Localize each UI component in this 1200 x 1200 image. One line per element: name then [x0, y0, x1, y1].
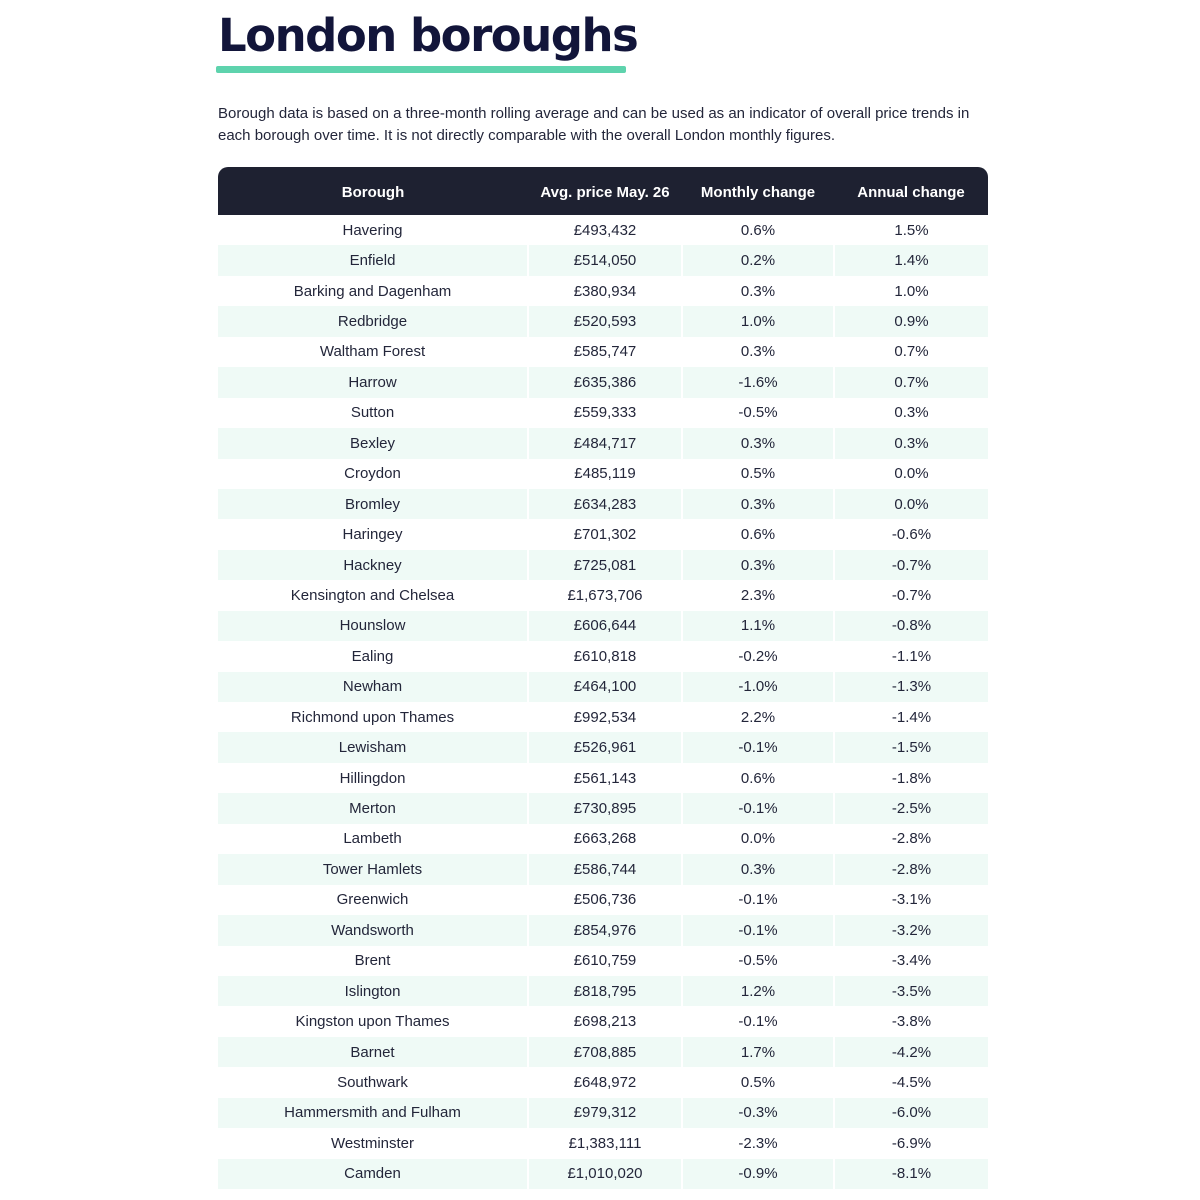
table-row — [218, 1098, 988, 1128]
cell-annual-change: 0.3% — [894, 404, 929, 422]
table-row — [218, 337, 988, 367]
table-row — [218, 245, 988, 275]
cell-borough: Croydon — [218, 459, 528, 489]
cell-avg-price: £585,747 — [528, 337, 682, 367]
table-row — [218, 732, 988, 762]
cell-monthly-change: -0.9% — [682, 1159, 834, 1189]
table-row — [218, 641, 988, 671]
table-row — [218, 824, 988, 854]
cell-monthly-change: 0.3% — [682, 276, 834, 306]
cell-borough: Merton — [218, 793, 528, 823]
cell-avg-price: £526,961 — [528, 732, 682, 762]
cell-avg-price: £992,534 — [528, 702, 682, 732]
cell-borough: Newham — [218, 672, 528, 702]
cell-annual-change: -3.2% — [834, 915, 988, 945]
cell-monthly-change: -0.2% — [682, 641, 834, 671]
cell-borough: Hackney — [218, 550, 528, 580]
table-row — [218, 276, 988, 306]
cell-annual-change: -3.4% — [891, 952, 932, 970]
cell-avg-price: £493,432 — [528, 215, 682, 245]
table-row — [218, 1037, 988, 1067]
table-row — [218, 672, 988, 702]
cell-monthly-change: 1.2% — [682, 976, 834, 1006]
page — [218, 0, 988, 1189]
cell-monthly-change: 0.6% — [682, 215, 834, 245]
cell-avg-price: £520,593 — [528, 306, 682, 336]
table-row — [218, 1006, 988, 1036]
cell-monthly-change: 0.2% — [682, 245, 834, 275]
cell-borough: Ealing — [218, 641, 528, 671]
cell-borough: Hounslow — [218, 611, 528, 641]
cell-avg-price: £484,717 — [528, 428, 682, 458]
cell-borough: Kensington and Chelsea — [218, 580, 528, 610]
cell-avg-price: £561,143 — [528, 763, 682, 793]
cell-avg-price: £1,673,706 — [528, 580, 682, 610]
table-row — [218, 306, 988, 336]
cell-monthly-change: -1.6% — [682, 367, 834, 397]
cell-monthly-change: 0.5% — [682, 1067, 834, 1097]
cell-monthly-change: 2.3% — [682, 580, 834, 610]
cell-annual-change: 0.9% — [834, 306, 988, 336]
heading-block — [218, 0, 988, 78]
cell-borough: Tower Hamlets — [218, 854, 528, 884]
table-row — [218, 519, 988, 549]
cell-monthly-change: 0.5% — [682, 459, 834, 489]
table-row — [218, 398, 988, 428]
cell-avg-price: £708,885 — [528, 1037, 682, 1067]
cell-annual-change: -0.7% — [834, 550, 988, 580]
cell-borough: Camden — [218, 1159, 528, 1189]
cell-monthly-change: -0.5% — [682, 946, 834, 976]
table-row — [218, 976, 988, 1006]
cell-annual-change: 0.7% — [894, 343, 929, 361]
cell-monthly-change: -2.3% — [682, 1128, 834, 1158]
cell-annual-change: -0.6% — [891, 526, 932, 544]
cell-avg-price: £464,100 — [528, 672, 682, 702]
cell-annual-change: -1.3% — [834, 672, 988, 702]
cell-annual-change: -2.8% — [834, 854, 988, 884]
cell-borough: Greenwich — [218, 885, 528, 915]
cell-borough: Waltham Forest — [218, 337, 528, 367]
cell-borough: Lewisham — [218, 732, 528, 762]
cell-annual-change: -4.2% — [834, 1037, 988, 1067]
header-avg-price: Avg. price May. 26 — [540, 184, 670, 201]
cell-avg-price: £730,895 — [528, 793, 682, 823]
table-row — [218, 885, 988, 915]
cell-annual-change: -1.5% — [834, 732, 988, 762]
cell-borough: Hammersmith and Fulham — [218, 1098, 528, 1128]
cell-monthly-change: 0.6% — [682, 519, 834, 549]
cell-monthly-change: 0.3% — [682, 337, 834, 367]
cell-avg-price: £610,759 — [528, 946, 682, 976]
cell-monthly-change: 1.0% — [682, 306, 834, 336]
cell-borough: Westminster — [218, 1128, 528, 1158]
cell-annual-change: -1.1% — [891, 647, 932, 665]
cell-monthly-change: -0.3% — [682, 1098, 834, 1128]
table-row — [218, 489, 988, 519]
cell-avg-price: £586,744 — [528, 854, 682, 884]
cell-monthly-change: -0.1% — [682, 1006, 834, 1036]
cell-avg-price: £663,268 — [528, 824, 682, 854]
cell-borough: Lambeth — [218, 824, 528, 854]
title-underline — [216, 66, 626, 73]
cell-avg-price: £610,818 — [528, 641, 682, 671]
table-row — [218, 459, 988, 489]
cell-annual-change: 1.4% — [834, 245, 988, 275]
cell-monthly-change: 1.1% — [682, 611, 834, 641]
intro-paragraph: Borough data is based on a three-month rolling average and can be used as an indicator of overall price trends in each borough over time. It is not directly comparable with the overall London monthly figures. — [218, 105, 970, 144]
cell-monthly-change: -0.1% — [682, 793, 834, 823]
cell-avg-price: £1,383,111 — [528, 1128, 682, 1158]
cell-monthly-change: -0.1% — [682, 915, 834, 945]
cell-avg-price: £725,081 — [528, 550, 682, 580]
cell-monthly-change: 0.0% — [682, 824, 834, 854]
cell-annual-change: -3.1% — [891, 891, 932, 909]
cell-monthly-change: 0.3% — [682, 428, 834, 458]
cell-monthly-change: -0.1% — [682, 885, 834, 915]
cell-annual-change: 0.3% — [834, 428, 988, 458]
table-row — [218, 580, 988, 610]
cell-monthly-change: -0.5% — [682, 398, 834, 428]
cell-borough: Redbridge — [218, 306, 528, 336]
cell-annual-change: 0.0% — [894, 465, 929, 483]
cell-annual-change: 1.5% — [894, 221, 929, 239]
cell-monthly-change: 0.3% — [682, 489, 834, 519]
table-row — [218, 550, 988, 580]
table-row — [218, 428, 988, 458]
cell-borough: Harrow — [218, 367, 528, 397]
table-row — [218, 946, 988, 976]
borough-table-container — [218, 167, 988, 1189]
cell-annual-change: 1.0% — [894, 282, 929, 300]
table-body — [218, 215, 988, 1189]
borough-table — [218, 167, 988, 1189]
cell-annual-change: -8.1% — [834, 1159, 988, 1189]
cell-borough: Islington — [218, 976, 528, 1006]
table-row — [218, 1067, 988, 1097]
cell-borough: Bromley — [218, 489, 528, 519]
cell-borough: Wandsworth — [218, 915, 528, 945]
cell-annual-change: -3.5% — [834, 976, 988, 1006]
cell-annual-change: -2.8% — [891, 830, 932, 848]
cell-avg-price: £485,119 — [528, 459, 682, 489]
cell-avg-price: £635,386 — [528, 367, 682, 397]
cell-monthly-change: 1.7% — [682, 1037, 834, 1067]
cell-monthly-change: 0.6% — [682, 763, 834, 793]
cell-monthly-change: -0.1% — [682, 732, 834, 762]
cell-borough: Haringey — [218, 519, 528, 549]
cell-avg-price: £506,736 — [528, 885, 682, 915]
table-row — [218, 702, 988, 732]
cell-monthly-change: 2.2% — [682, 702, 834, 732]
cell-annual-change: 0.0% — [834, 489, 988, 519]
cell-avg-price: £979,312 — [528, 1098, 682, 1128]
cell-borough: Enfield — [218, 245, 528, 275]
cell-borough: Richmond upon Thames — [218, 702, 528, 732]
cell-annual-change: -0.8% — [834, 611, 988, 641]
table-header — [218, 167, 988, 215]
cell-annual-change: -1.8% — [891, 769, 932, 787]
cell-borough: Southwark — [218, 1067, 528, 1097]
table-row — [218, 367, 988, 397]
cell-annual-change: 0.7% — [834, 367, 988, 397]
cell-annual-change: -1.4% — [891, 708, 932, 726]
cell-borough: Sutton — [218, 398, 528, 428]
table-row — [218, 793, 988, 823]
cell-avg-price: £1,010,020 — [528, 1159, 682, 1189]
cell-borough: Bexley — [218, 428, 528, 458]
cell-avg-price: £606,644 — [528, 611, 682, 641]
cell-avg-price: £648,972 — [528, 1067, 682, 1097]
cell-borough: Kingston upon Thames — [218, 1006, 528, 1036]
cell-annual-change: -4.5% — [891, 1073, 932, 1091]
table-row — [218, 763, 988, 793]
cell-avg-price: £701,302 — [528, 519, 682, 549]
cell-annual-change: -3.8% — [891, 1013, 932, 1031]
cell-annual-change: -0.7% — [891, 586, 932, 604]
cell-avg-price: £818,795 — [528, 976, 682, 1006]
table-header-row — [218, 167, 988, 215]
cell-avg-price: £514,050 — [528, 245, 682, 275]
header-monthly-change: Monthly change — [700, 184, 816, 201]
table-row — [218, 215, 988, 245]
cell-annual-change: -2.5% — [834, 793, 988, 823]
cell-borough: Havering — [218, 215, 528, 245]
cell-annual-change: -6.0% — [834, 1098, 988, 1128]
table-row — [218, 1159, 988, 1189]
cell-avg-price: £380,934 — [528, 276, 682, 306]
table-row — [218, 915, 988, 945]
table-row — [218, 611, 988, 641]
cell-avg-price: £559,333 — [528, 398, 682, 428]
table-row — [218, 854, 988, 884]
table-row — [218, 1128, 988, 1158]
cell-borough: Barking and Dagenham — [218, 276, 528, 306]
cell-avg-price: £698,213 — [528, 1006, 682, 1036]
cell-monthly-change: 0.3% — [682, 854, 834, 884]
header-borough: Borough — [341, 184, 405, 201]
cell-annual-change: -6.9% — [891, 1134, 932, 1152]
cell-avg-price: £634,283 — [528, 489, 682, 519]
page-title: London boroughs — [218, 9, 638, 62]
cell-avg-price: £854,976 — [528, 915, 682, 945]
cell-borough: Barnet — [218, 1037, 528, 1067]
cell-monthly-change: -1.0% — [682, 672, 834, 702]
cell-monthly-change: 0.3% — [682, 550, 834, 580]
header-annual-change: Annual change — [857, 184, 965, 201]
cell-borough: Hillingdon — [218, 763, 528, 793]
cell-borough: Brent — [218, 946, 528, 976]
